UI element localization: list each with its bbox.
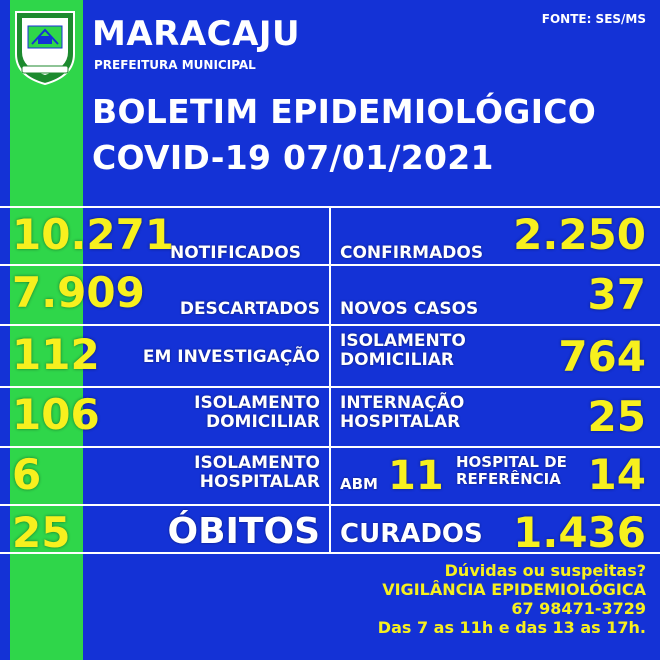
descartados-label: DESCARTADOS [179, 299, 320, 319]
confirmados-value: 2.250 [513, 210, 646, 259]
isolamento-domiciliar-left-value: 106 [12, 390, 100, 439]
notificados-label: NOTIFICADOS [170, 243, 301, 263]
confirmados-label: CONFIRMADOS [340, 243, 484, 263]
novos-casos-value: 37 [587, 270, 646, 319]
abm-value: 11 [388, 453, 444, 499]
curados-label: CURADOS [340, 519, 483, 549]
bulletin-title: BOLETIM EPIDEMIOLÓGICO [92, 92, 597, 131]
contact-info [378, 562, 646, 638]
curados-value: 1.436 [513, 508, 646, 557]
isolamento-domiciliar-right-value: 764 [558, 332, 646, 381]
isolamento-hospitalar-value: 6 [12, 450, 42, 499]
contact-department: VIGILÂNCIA EPIDEMIOLÓGICA [382, 579, 646, 599]
isolamento-hospitalar-label: ISOLAMENTO HOSPITALAR [194, 453, 320, 492]
bulletin-date: COVID-19 07/01/2021 [92, 138, 494, 177]
city-crest-logo [12, 8, 78, 86]
descartados-value: 7.909 [12, 268, 145, 317]
isolamento-domiciliar-left-label: ISOLAMENTO DOMICILIAR [194, 393, 320, 432]
isolamento-domiciliar-right-label: ISOLAMENTO DOMICILIAR [340, 331, 466, 370]
internacao-hospitalar-value: 25 [587, 392, 646, 441]
obitos-value: 25 [12, 508, 71, 557]
internacao-hospitalar-label: INTERNAÇÃO HOSPITALAR [340, 393, 465, 432]
city-subtitle: PREFEITURA MUNICIPAL [94, 58, 256, 72]
notificados-value: 10.271 [12, 210, 175, 259]
contact-hours: Das 7 as 11h e das 13 as 17h. [377, 617, 646, 637]
contact-phone: 67 98471-3729 [511, 598, 646, 618]
abm-label: ABM [340, 475, 378, 493]
em-investigacao-value: 112 [12, 330, 100, 379]
hospital-referencia-label: HOSPITAL DE REFERÊNCIA [456, 453, 567, 488]
em-investigacao-label: EM INVESTIGAÇÃO [142, 347, 320, 367]
column-divider [329, 206, 331, 552]
obitos-label: ÓBITOS [167, 511, 320, 552]
hospital-referencia-value: 14 [587, 450, 646, 499]
source-label: FONTE: SES/MS [541, 12, 646, 26]
novos-casos-label: NOVOS CASOS [340, 299, 479, 319]
city-name: MARACAJU [92, 14, 301, 54]
contact-question: Dúvidas ou suspeitas? [444, 561, 646, 580]
